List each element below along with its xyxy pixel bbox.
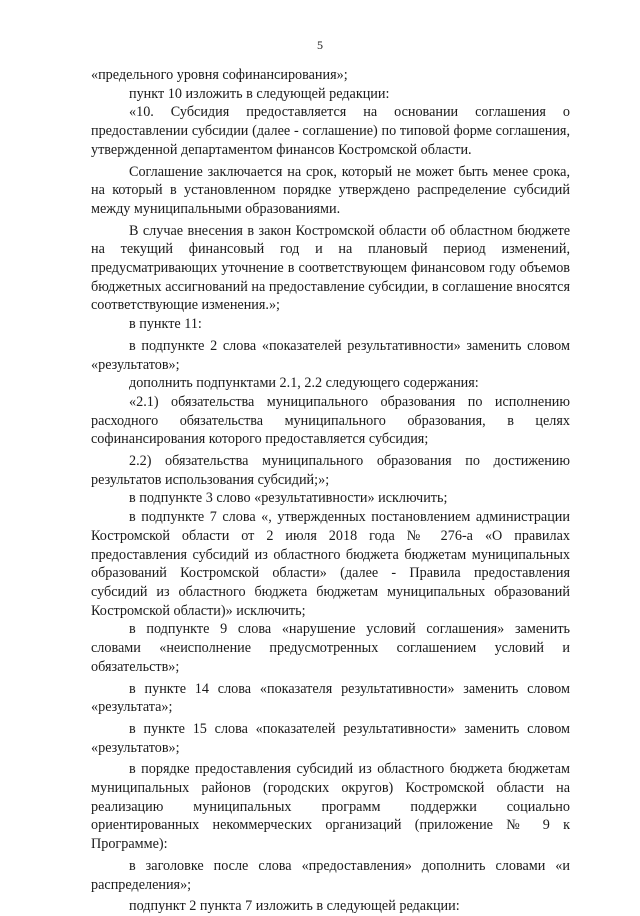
paragraph: В случае внесения в закон Костромской области об областном бюджете на текущий финансовый год и на плановый период изменений, предусматривающих уточнение в соответствующем финансовом году объемов бюджетных ассигнований на предоставление субсидии, в соглашение вносятся соответствующие изменения.»;: [91, 222, 570, 314]
paragraph: в порядке предоставления субсидий из областного бюджета бюджетам муниципальных районов (городских округов) Костромской области на реализацию муниципальных программ поддержки социально ориентированных некоммерческих организаций (приложение № 9 к Программе):: [91, 761, 570, 853]
paragraph: в подпункте 9 слова «нарушение условий соглашения» заменить словами «неисполнение предусмотренных соглашением условий и обязательств»;: [91, 621, 570, 675]
paragraph: «10. Субсидия предоставляется на основании соглашения о предоставлении субсидии (далее - соглашение) по типовой форме соглашения, утвержденной департаментом финансов Костромской области.: [91, 104, 570, 158]
paragraph: «предельного уровня софинансирования»;: [91, 67, 348, 83]
paragraph: «2.1) обязательства муниципального образования по исполнению расходного обязательства муниципального образования, в целях софинансирования которого предоставляется субсидия;: [91, 393, 570, 448]
paragraph: в заголовке после слова «предоставления» дополнить словами «и распределения»;: [91, 857, 570, 893]
paragraph: в пункте 11:: [129, 316, 202, 333]
paragraph: в подпункте 2 слова «показателей результативности» заменить словом «результатов»;: [91, 337, 570, 373]
paragraph: пункт 10 изложить в следующей редакции:: [129, 85, 390, 102]
paragraph: в подпункте 7 слова «, утвержденных постановлением администрации Костромской области от 2 июля 2018 года № 276-а «О правилах предоставления субсидий из областного бюджета бюджетам муниципальных образований Костромской области» (далее - Правила предоставления субсидий из областного бюджета бюджетам муниципальных образований Костромской области)» исключить;: [91, 509, 570, 619]
paragraph: подпункт 2 пункта 7 изложить в следующей редакции:: [129, 898, 460, 915]
paragraph: 2.2) обязательства муниципального образования по достижению результатов использования субсидий;»;: [91, 453, 570, 488]
paragraph: в подпункте 3 слово «результативности» исключить;: [129, 490, 448, 507]
paragraph: Соглашение заключается на срок, который не может быть менее срока, на который в установленном порядке утверждено распределение субсидий между муниципальными образованиями.: [91, 163, 570, 217]
paragraph: в пункте 15 слова «показателей результативности» заменить словом «результатов»;: [91, 720, 570, 756]
document-body: [91, 66, 570, 916]
paragraph: дополнить подпунктами 2.1, 2.2 следующего содержания:: [129, 375, 479, 392]
page-number: 5: [317, 38, 323, 52]
paragraph: в пункте 14 слова «показателя результативности» заменить словом «результата»;: [91, 680, 570, 716]
